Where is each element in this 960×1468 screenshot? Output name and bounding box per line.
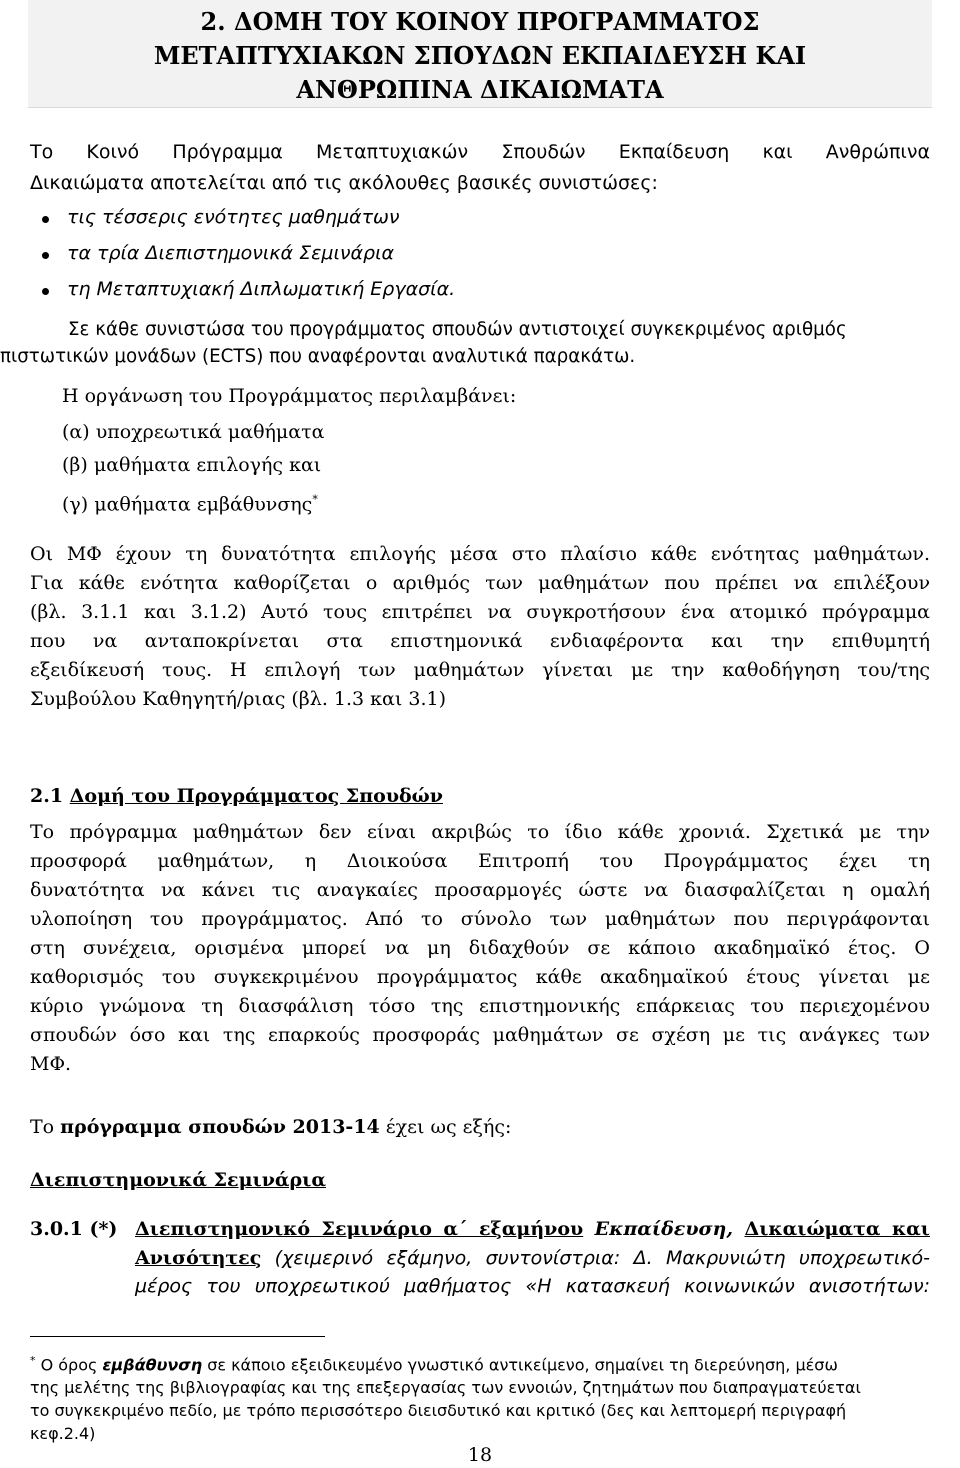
footnote-divider bbox=[30, 1336, 325, 1337]
seminar-title: Διεπιστημονικό Σεμινάριο α΄ εξαμήνου bbox=[135, 1218, 584, 1240]
chapter-title-line-2: ΜΕΤΑΠΤΥΧΙΑΚΩΝ ΣΠΟΥΔΩΝ ΕΚΠΑΙΔΕΥΣΗ ΚΑΙ bbox=[153, 41, 807, 70]
footnote-line-1 bbox=[30, 1349, 942, 1376]
seminar-info-line-2: μέρος του υποχρεωτικού μαθήματος «Η κατασκευή κοινωνικών ανισοτήτων: bbox=[135, 1275, 930, 1297]
program-year-pre: Το bbox=[30, 1116, 61, 1138]
footnote-text: σε κάποιο εξειδικευμένο γνωστικό αντικείμενο, σημαίνει τη διερεύνηση, μέσω bbox=[202, 1355, 838, 1375]
choice-line: Οι ΜΦ έχουν τη δυνατότητα επιλογής μέσα στο πλαίσιο κάθε ενότητας μαθημάτων. bbox=[30, 543, 930, 565]
chapter-title-line-3: ΑΝΘΡΩΠΙΝΑ ΔΙΚΑΙΩΜΑΤΑ bbox=[296, 75, 664, 104]
footnote-mark: * bbox=[30, 1354, 36, 1367]
section-line: κύριο γνώμονα τη διασφάλιση τόσο της επιστημονικής επάρκειας του περιεχομένου bbox=[30, 995, 930, 1017]
choice-line: (βλ. 3.1.1 και 3.1.2) Αυτό τους επιτρέπει να συγκροτήσουν ένα ατομικό πρόγραμμα bbox=[30, 601, 930, 623]
program-year-post: έχει ως εξής: bbox=[379, 1116, 512, 1138]
chapter-title-box bbox=[28, 0, 932, 108]
choice-line: εξειδίκευσή τους. Η επιλογή των μαθημάτων γίνεται με την καθοδήγηση του/της bbox=[30, 659, 930, 681]
intro-line-2: Δικαιώματα αποτελείται από τις ακόλουθες βασικές συνιστώσες: bbox=[30, 172, 658, 194]
seminar-title-line bbox=[135, 1215, 930, 1244]
bullet-icon bbox=[42, 252, 49, 259]
seminar-title-part: Δικαιώματα και bbox=[744, 1218, 931, 1240]
page-number: 18 bbox=[467, 1444, 493, 1466]
component-item: τη Μεταπτυχιακή Διπλωματική Εργασία. bbox=[67, 278, 456, 300]
section-line: Το πρόγραμμα μαθημάτων δεν είναι ακριβώς το ίδιο κάθε χρονιά. Σχετικά με την bbox=[30, 821, 930, 843]
bullet-icon bbox=[42, 216, 49, 223]
ects-line-1: Σε κάθε συνιστώσα του προγράμματος σπουδών αντιστοιχεί συγκεκριμένος αριθμός bbox=[68, 319, 847, 340]
seminar-info-line bbox=[135, 1244, 930, 1273]
organization-item-with-note bbox=[62, 485, 318, 519]
section-line: υλοποίηση του προγράμματος. Από το σύνολο των μαθημάτων που περιγράφονται bbox=[30, 908, 930, 930]
choice-line: Συμβούλου Καθηγητή/ριας (βλ. 1.3 και 3.1) bbox=[30, 688, 446, 710]
seminar-title-part: Ανισότητες bbox=[135, 1247, 262, 1269]
footnote-line-3: το συγκεκριμένο πεδίο, με τρόπο περισσότερο διεισδυτικό και κριτικό (δες και λεπτομερή περιγραφή bbox=[30, 1401, 847, 1421]
choice-line: που να ανταποκρίνεται στα επιστημονικά ενδιαφέροντα και την επιθυμητή bbox=[30, 630, 930, 652]
program-year-bold: πρόγραμμα σπουδών 2013-14 bbox=[60, 1116, 380, 1138]
section-line: ΜΦ. bbox=[30, 1053, 72, 1075]
seminar-title-part: Εκπαίδευση, bbox=[583, 1218, 745, 1240]
organization-item: (γ) μαθήματα εμβάθυνσης bbox=[62, 493, 313, 516]
intro-line-1: Το Κοινό Πρόγραμμα Μεταπτυχιακών Σπουδών Εκπαίδευση και Ανθρώπινα bbox=[30, 141, 930, 163]
seminar-code: 3.0.1 (*) bbox=[30, 1218, 118, 1240]
footnote-mark: * bbox=[312, 493, 318, 506]
section-number: 2.1 bbox=[30, 785, 70, 807]
footnote-line-2: της μελέτης της βιβλιογραφίας και της επεξεργασίας των εννοιών, ζητημάτων που διαπραγματεύεται bbox=[30, 1378, 861, 1398]
footnote-line-4: κεφ.2.4) bbox=[30, 1424, 96, 1444]
footnote-text: Ο όρος bbox=[35, 1355, 103, 1375]
section-line: σπουδών όσο και της επαρκούς προσφοράς μαθημάτων σε σχέση με τις ανάγκες των bbox=[30, 1024, 930, 1046]
section-title: Δομή του Προγράμματος Σπουδών bbox=[69, 785, 443, 807]
footnote-term: εμβάθυνση bbox=[102, 1355, 203, 1375]
organization-item: (β) μαθήματα επιλογής και bbox=[62, 454, 322, 476]
section-line: προσφορά μαθημάτων, η Διοικούσα Επιτροπή του Προγράμματος έχει τη bbox=[30, 850, 930, 872]
bullet-icon bbox=[42, 288, 49, 295]
chapter-title-line-1: 2. ΔΟΜΗ ΤΟΥ ΚΟΙΝΟΥ ΠΡΟΓΡΑΜΜΑΤΟΣ bbox=[200, 7, 760, 36]
component-item: τις τέσσερις ενότητες μαθημάτων bbox=[67, 206, 400, 228]
section-line: δυνατότητα να κάνει τις αναγκαίες προσαρμογές ώστε να διασφαλίζεται η ομαλή bbox=[30, 879, 930, 901]
footnote bbox=[30, 1349, 942, 1445]
program-year-line bbox=[30, 1113, 511, 1142]
seminar-info: (χειμερινό εξάμηνο, συντονίστρια: Δ. Μακρυνιώτη υποχρεωτικό- bbox=[261, 1247, 930, 1269]
seminars-heading: Διεπιστημονικά Σεμινάρια bbox=[30, 1169, 326, 1191]
component-item: τα τρία Διεπιστημονικά Σεμινάρια bbox=[67, 242, 395, 264]
ects-line-2: πιστωτικών μονάδων (ECTS) που αναφέρονται αναλυτικά παρακάτω. bbox=[0, 346, 636, 367]
choice-line: Για κάθε ενότητα καθορίζεται ο αριθμός των μαθημάτων που πρέπει να επιλέξουν bbox=[30, 572, 930, 594]
section-line: καθορισμός του συγκεκριμένου προγράμματος κάθε ακαδημαϊκού έτους γίνεται με bbox=[30, 966, 930, 988]
organization-intro: Η οργάνωση του Προγράμματος περιλαμβάνει: bbox=[62, 385, 517, 407]
organization-item: (α) υποχρεωτικά μαθήματα bbox=[62, 421, 325, 443]
section-line: στη συνέχεια, ορισμένα μπορεί να μη διδαχθούν σε κάποιο ακαδημαϊκό έτος. Ο bbox=[30, 937, 930, 959]
section-heading bbox=[30, 782, 443, 811]
